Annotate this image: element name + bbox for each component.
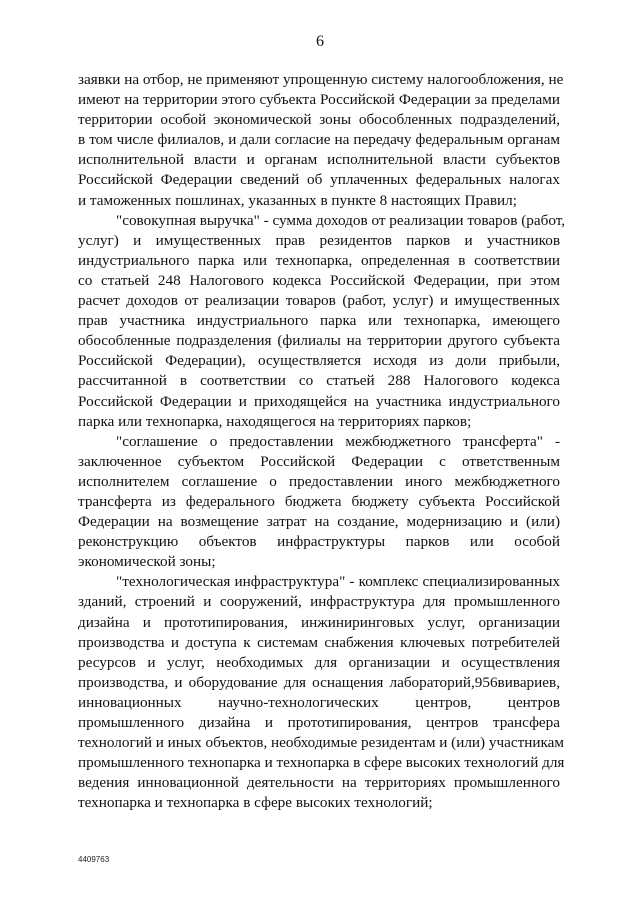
text-line: "технологическая инфраструктура" - комплекс специализированных: [116, 573, 560, 591]
text-line: "соглашение о предоставлении межбюджетного трансферта" -: [116, 432, 560, 450]
text-line: заявки на отбор, не применяют упрощенную систему налогообложения, не: [78, 71, 564, 88]
text-line: исполнительной власти и органам исполнительной власти субъектов: [78, 151, 560, 169]
text-line: дизайна и прототипирования, инжиниринговых услуг, организации: [78, 613, 560, 631]
text-line: и таможенных пошлинах, указанных в пункте 8 настоящих Правил;: [78, 191, 517, 209]
text-line: промышленного технопарка и технопарка в сфере высоких технологий для: [78, 754, 565, 772]
text-line: технопарка и технопарка в сфере высоких технологий;: [78, 794, 433, 812]
text-line: обособленные подразделения (филиалы на территории другого субъекта: [78, 332, 560, 350]
text-line: услуг) и имущественных прав резидентов парков и участников: [78, 231, 560, 249]
document-body: [78, 70, 566, 813]
text-line: ресурсов и услуг, необходимых для организации и осуществления: [78, 653, 560, 671]
text-line: территории особой экономической зоны обособленных подразделений,: [78, 111, 560, 129]
page-number: 6: [316, 33, 324, 50]
paragraph-continuation: [78, 70, 564, 211]
text-line: Российской Федерации), осуществляется исходя из доли прибыли,: [78, 352, 560, 370]
text-line: реконструкцию объектов инфраструктуры парков или особой: [78, 533, 560, 551]
text-line: индустриального парка или технопарка, определенная в соответствии: [78, 251, 560, 269]
text-line: исполнителем соглашение о предоставлении иного межбюджетного: [78, 472, 560, 490]
text-line: прав участника индустриального парка или технопарка, имеющего: [78, 312, 560, 330]
text-line: экономической зоны;: [78, 553, 216, 571]
text-line: промышленного дизайна и прототипирования, центров трансфера: [78, 714, 560, 731]
text-line: "совокупная выручка" - сумма доходов от реализации товаров (работ,: [116, 211, 566, 229]
text-line: парка или технопарка, находящегося на территориях парков;: [78, 412, 472, 430]
text-line: технологий и иных объектов, необходимые резидентам и (или) участникам: [78, 734, 565, 752]
paragraph-tech-infrastructure: [78, 572, 565, 813]
text-line: рассчитанной в соответствии со статьей 288 Налогового кодекса: [78, 372, 560, 390]
text-line: расчет доходов от реализации товаров (работ, услуг) и имущественных: [78, 292, 560, 310]
text-line: со статьей 248 Налогового кодекса Российской Федерации, при этом: [78, 271, 560, 289]
text-line: трансферта из федерального бюджета бюджету субъекта Российской: [78, 492, 560, 510]
text-line: инновационных научно-технологических центров, центров: [78, 693, 560, 711]
paragraph-transfer-agreement: [78, 432, 560, 573]
text-line: имеют на территории этого субъекта Российской Федерации за пределами: [78, 91, 560, 109]
text-line: Российской Федерации сведений об уплаченных федеральных налогах: [78, 171, 560, 189]
text-line: в том числе филиалов, и дали согласие на передачу федеральным органам: [78, 131, 560, 149]
paragraph-total-revenue: [78, 211, 566, 432]
text-line: производства и доступа к системам снабжения ключевых потребителей: [78, 633, 560, 651]
text-line: Федерации на возмещение затрат на создание, модернизацию и (или): [78, 513, 560, 531]
text-line: производства, и оборудование для оснащения лабораторий,956вивариев,: [78, 673, 560, 691]
text-line: зданий, строений и сооружений, инфраструктура для промышленного: [78, 593, 560, 611]
text-line: ведения инновационной деятельности на территориях промышленного: [78, 774, 560, 792]
text-line: Российской Федерации и приходящейся на участника индустриального: [78, 392, 560, 410]
text-line: заключенное субъектом Российской Федерации с ответственным: [78, 452, 560, 470]
document-id: 4409763: [78, 855, 110, 864]
